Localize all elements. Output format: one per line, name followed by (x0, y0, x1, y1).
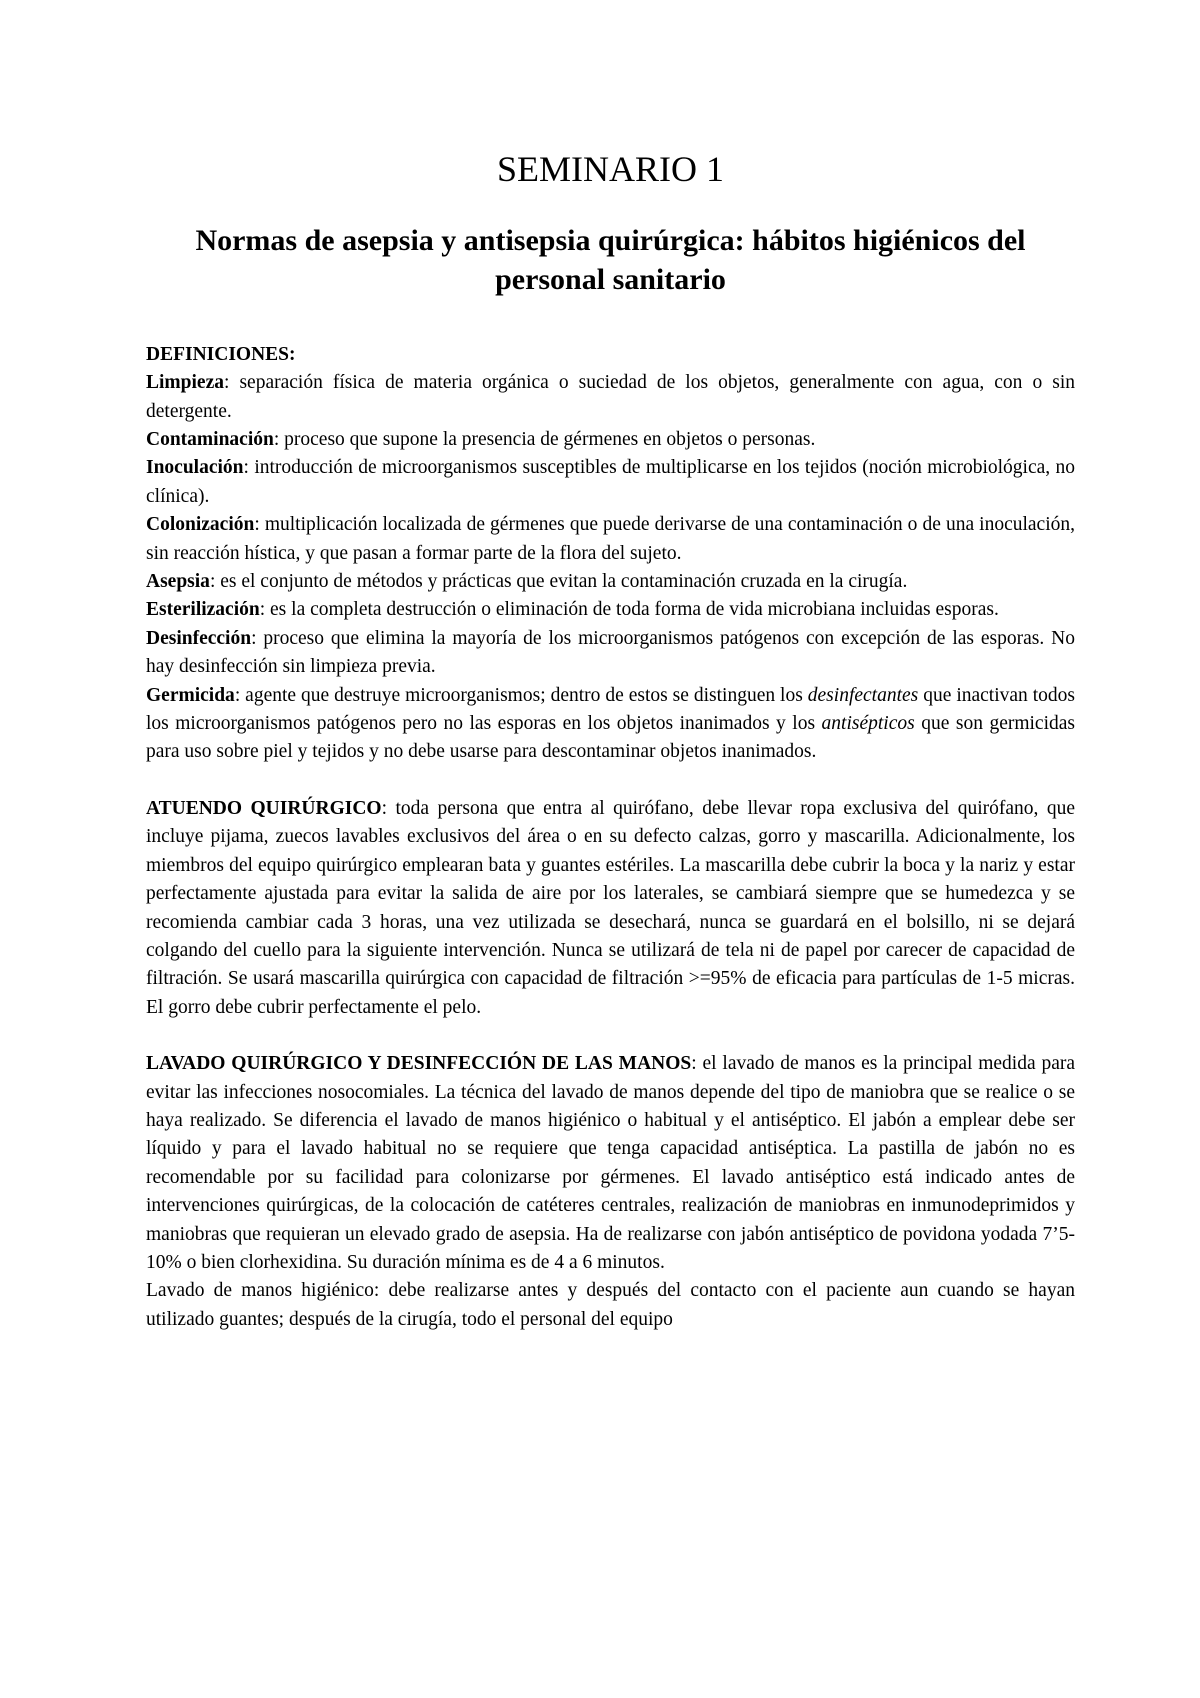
lavado-higienico-paragraph: Lavado de manos higiénico: debe realizarse antes y después del contacto con el paciente aun cuando se hayan utilizado guantes; después de la cirugía, todo el personal del equipo (146, 1280, 1075, 1330)
lavado-paragraph (146, 1050, 1075, 1277)
definition-term: Contaminación (146, 429, 274, 450)
emphasis-desinfectantes: desinfectantes (807, 684, 919, 706)
definition-term: Inoculación (146, 457, 244, 479)
definition-asepsia (146, 568, 1075, 596)
lavado-heading: LAVADO QUIRÚRGICO Y DESINFECCIÓN DE LAS MANOS (146, 1053, 692, 1075)
definition-text: : introducción de microorganismos susceptibles de multiplicarse en los tejidos (noción microbiológica, no clínica). (146, 457, 1075, 507)
definition-term: Germicida (146, 684, 235, 706)
paragraph-gap (146, 767, 1075, 795)
definition-text: : es la completa destrucción o eliminación de toda forma de vida microbiana incluidas esporas. (259, 599, 999, 621)
atuendo-text: : toda persona que entra al quirófano, debe llevar ropa exclusiva del quirófano, que incluye pijama, zuecos lavables exclusivos del área o en su defecto calzas, gorro y mascarilla. Adicionalmente, los miembros del equipo quirúrgico emplearan bata y guantes estériles. La mascarilla debe cubrir la boca y la nariz y estar perfectamente ajustada para evitar la salida de aire por los laterales, se cambiará siempre que se humedezca y se recomienda cambiar cada 3 horas, una vez utilizada se desechará, nunca se guardará en el bolsillo, ni se dejará colgando del cuello para la siguiente intervención. Nunca se utilizará de tela ni de papel por carecer de capacidad de filtración. Se usará mascarilla quirúrgica con capacidad de filtración >=95% de eficacia para partículas de 1-5 micras. El gorro debe cubrir perfectamente el pelo. (146, 797, 1076, 1018)
definition-text: : separación física de materia orgánica o suciedad de los objetos, generalmente con agua, con o sin detergente. (146, 372, 1075, 422)
definitions-heading: DEFINICIONES: (146, 344, 296, 366)
definition-esterilizacion (146, 596, 1075, 624)
definition-term: Colonización (146, 514, 255, 536)
definition-text: que son germicidas para uso sobre piel y tejidos y no debe usarse para descontaminar objetos inanimados. (146, 713, 1075, 763)
definition-text: : agente que destruye microorganismos; dentro de estos se distinguen los (234, 684, 808, 706)
definition-text: que inactivan todos los microorganismos patógenos pero no las esporas en los objetos inanimados y los (146, 684, 1075, 735)
atuendo-paragraph (146, 795, 1075, 1022)
definition-germicida (146, 682, 1075, 767)
paragraph-gap (146, 1022, 1075, 1050)
definition-contaminacion (146, 426, 1075, 454)
definitions-section (146, 341, 1075, 767)
definition-text: : proceso que supone la presencia de gérmenes en objetos o personas. (273, 429, 816, 450)
page-title: SEMINARIO 1 (496, 149, 724, 189)
lavado-text: : el lavado de manos es la principal medida para evitar las infecciones nosocomiales. La técnica del lavado de manos depende del tipo de maniobra que se realice o se haya realizado. Se diferencia el lavado de manos higiénico o habitual y el antiséptico. El jabón a emplear debe ser líquido y para el lavado habitual no se requiere que tenga capacidad antiséptica. La pastilla de jabón no es recomendable por su facilidad para colonizarse por gérmenes. El lavado antiséptico está indicado antes de intervenciones quirúrgicas, de la colocación de catéteres centrales, realización de maniobras en inmunodeprimidos y maniobras que requieran un elevado grado de asepsia. Ha de realizarse con jabón antiséptico de povidona yodada 7’5-10% o bien clorhexidina. Su duración mínima es de 4 a 6 minutos. (146, 1053, 1076, 1273)
definition-desinfeccion (146, 625, 1075, 682)
definition-term: Desinfección (146, 627, 252, 649)
definition-limpieza (146, 369, 1075, 426)
definition-text: : es el conjunto de métodos y prácticas que evitan la contaminación cruzada en la cirugía. (209, 571, 908, 593)
definition-text: : multiplicación localizada de gérmenes que puede derivarse de una contaminación o de una inoculación, sin reacción hística, y que pasan a formar parte de la flora del sujeto. (146, 514, 1075, 564)
definition-text: : proceso que elimina la mayoría de los microorganismos patógenos con excepción de las esporas. No hay desinfección sin limpieza previa. (146, 627, 1075, 678)
definition-colonizacion (146, 511, 1075, 568)
definition-term: Limpieza (146, 372, 224, 394)
definition-term: Asepsia (146, 571, 210, 593)
page-subtitle: Normas de asepsia y antisepsia quirúrgica: hábitos higiénicos del personal sanitario (195, 224, 1026, 297)
definition-inoculacion (146, 454, 1075, 511)
definition-term: Esterilización (146, 599, 260, 621)
emphasis-antisepticos: antisépticos (821, 713, 915, 735)
atuendo-heading: ATUENDO QUIRÚRGICO (146, 797, 382, 819)
